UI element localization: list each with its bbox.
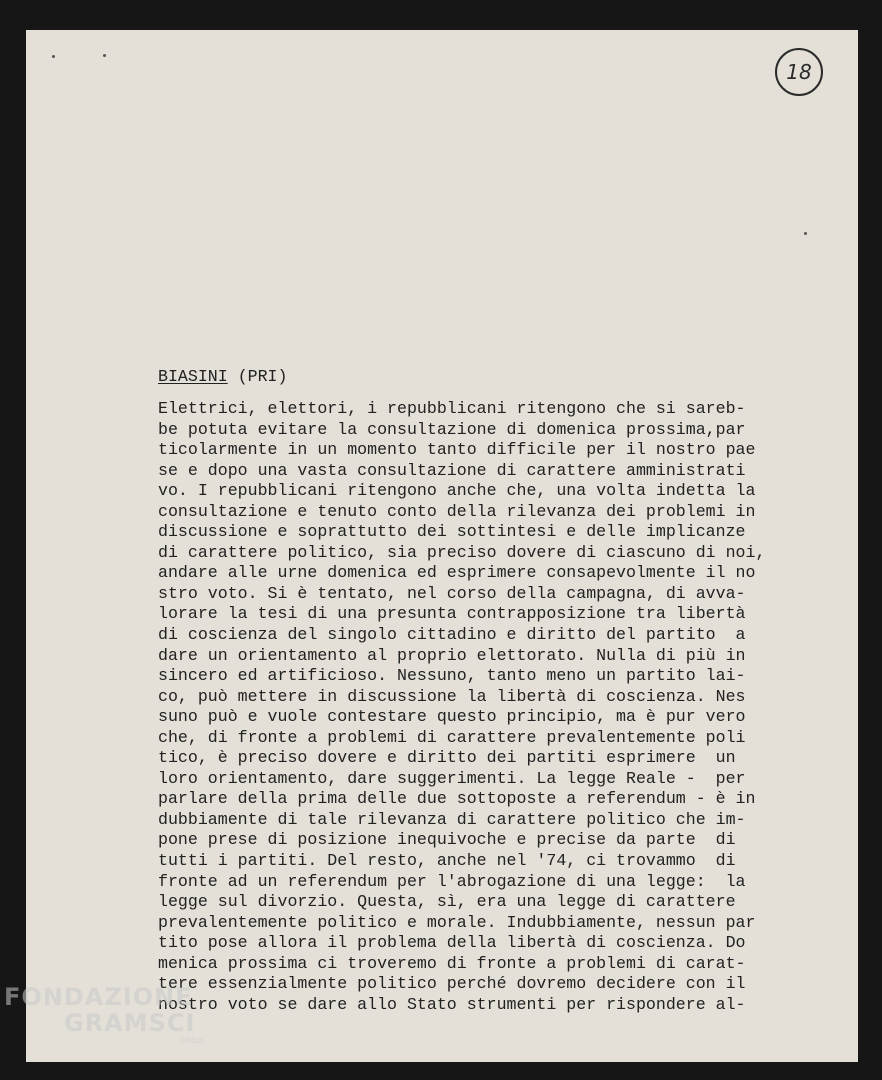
text-line: Elettrici, elettori, i repubblicani ritengono che si sareb- bbox=[158, 399, 746, 418]
watermark-line-2: GRAMSCI bbox=[64, 1009, 196, 1037]
text-line: sincero ed artificioso. Nessuno, tanto meno un partito lai- bbox=[158, 666, 746, 686]
text-line: andare alle urne domenica ed esprimere consapevolmente il no bbox=[158, 563, 756, 583]
text-line: co, può mettere in discussione la libertà di coscienza. Nes bbox=[158, 686, 746, 706]
text-line: be potuta evitare la consultazione di domenica prossima,par bbox=[158, 419, 746, 439]
text-line: vo. I repubblicani ritengono anche che, una volta indetta la bbox=[158, 481, 756, 501]
watermark-line-1: FONDAZIONE bbox=[4, 983, 193, 1011]
text-line: lorare la tesi di una presunta contrapposizione tra libertà bbox=[158, 604, 746, 624]
text-line: di coscienza del singolo cittadino e diritto del partito a bbox=[158, 625, 746, 645]
text-line: prevalentemente politico e morale. Indubbiamente, nessun par bbox=[158, 912, 756, 932]
paper-speck bbox=[52, 55, 55, 58]
text-line: tutti i partiti. Del resto, anche nel '74, ci trovammo di bbox=[158, 851, 736, 871]
speech-body bbox=[158, 399, 765, 1015]
watermark-line-3: onlus bbox=[180, 1036, 205, 1046]
text-line: suno può e vuole contestare questo principio, ma è pur vero bbox=[158, 707, 746, 727]
text-line: dubbiamente di tale rilevanza di carattere politico che im- bbox=[158, 809, 746, 829]
text-line: fronte ad un referendum per l'abrogazione di una legge: la bbox=[158, 871, 746, 891]
text-line: di carattere politico, sia preciso dovere di ciascuno di noi, bbox=[158, 542, 766, 562]
text-line: legge sul divorzio. Questa, sì, era una legge di carattere bbox=[158, 892, 736, 912]
text-line: discussione e soprattutto dei sottintesi e delle implicanze bbox=[158, 522, 746, 542]
text-line: loro orientamento, dare suggerimenti. La legge Reale - per bbox=[158, 768, 746, 788]
text-line: ticolarmente in un momento tanto difficile per il nostro pae bbox=[158, 440, 756, 460]
page-number-circle: 18 bbox=[775, 48, 823, 96]
text-line: nostro voto se dare allo Stato strumenti per rispondere al- bbox=[158, 994, 746, 1014]
text-line: se e dopo una vasta consultazione di carattere amministrati bbox=[158, 460, 746, 480]
text-line: tico, è preciso dovere e diritto dei partiti esprimere un bbox=[158, 748, 736, 768]
paper-speck bbox=[103, 54, 106, 57]
text-line: menica prossima ci troveremo di fronte a problemi di carat- bbox=[158, 953, 746, 973]
text-line: tere essenzialmente politico perché dovremo decidere con il bbox=[158, 974, 746, 994]
text-line: dare un orientamento al proprio elettorato. Nulla di più in bbox=[158, 645, 746, 665]
text-line: tito pose allora il problema della libertà di coscienza. Do bbox=[158, 933, 746, 953]
text-line: parlare della prima delle due sottoposte a referendum - è in bbox=[158, 789, 756, 809]
archive-watermark bbox=[4, 985, 204, 1046]
text-line: stro voto. Si è tentato, nel corso della campagna, di avva- bbox=[158, 583, 746, 603]
text-line: pone prese di posizione inequivoche e precise da parte di bbox=[158, 830, 736, 850]
text-line: consultazione e tenuto conto della rilevanza dei problemi in bbox=[158, 501, 756, 521]
speaker-party: (PRI) bbox=[237, 367, 288, 386]
speaker-name: BIASINI bbox=[158, 367, 228, 386]
paper-speck bbox=[804, 232, 807, 235]
speaker-heading bbox=[158, 367, 287, 386]
text-line: che, di fronte a problemi di carattere prevalentemente poli bbox=[158, 727, 746, 747]
